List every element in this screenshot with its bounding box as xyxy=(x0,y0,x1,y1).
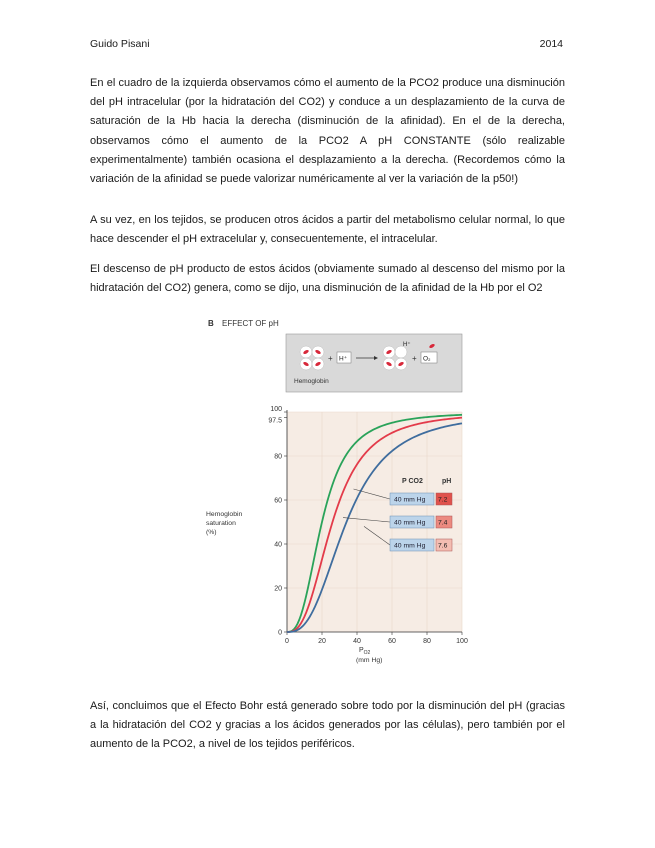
header-year: 2014 xyxy=(539,38,563,50)
x-tick-label: 20 xyxy=(318,638,326,645)
x-tick-label: 0 xyxy=(285,638,289,645)
figure-label: B xyxy=(208,319,214,328)
y-axis-label-line2: saturation xyxy=(206,520,236,527)
x-tick-label: 80 xyxy=(423,638,431,645)
x-axis-label: $P_{O2}$ xyxy=(359,647,371,656)
header-author: Guido Pisani xyxy=(90,38,150,50)
legend-pco2-value: 40 mm Hg xyxy=(394,542,426,550)
y-tick-label: 97.5 xyxy=(268,417,282,425)
o2-label: O₂ xyxy=(423,355,431,363)
legend-ph-value: 7.6 xyxy=(438,542,448,550)
x-tick-label: 60 xyxy=(388,638,396,645)
h-plus-label: H⁺ xyxy=(339,355,348,363)
plus-sign-2: + xyxy=(412,354,417,363)
legend-header-ph: pH xyxy=(442,478,452,485)
paragraph-1: En el cuadro de la izquierda observamos cómo el aumento de la PCO2 produce una disminución del pH intracelular (por la hidratación del CO2) y conduce a un desplazamiento de la curva de saturación de la Hb hacia la derecha (disminución de la afinidad). En el de la derecha, observamos cómo el aumento de la PCO2 A pH CONSTANTE (sólo realizable experimentalmente) también ocasiona el desplazamiento a la derecha. (Recordemos cómo la variación de la afinidad se puede valorizar numéricamente al ver la variación de la p50!) xyxy=(90,77,565,186)
y-tick-label: 20 xyxy=(274,585,282,593)
hemoglobin-label: Hemoglobin xyxy=(294,378,329,385)
bohr-effect-figure xyxy=(206,316,468,670)
x-tick-label: 100 xyxy=(456,638,468,645)
paragraph-2: A su vez, en los tejidos, se producen otros ácidos a partir del metabolismo celular normal, lo que hace descender el pH extracelular y, consecuentemente, el intracelular. xyxy=(90,214,565,246)
y-tick-label: 60 xyxy=(274,497,282,505)
y-axis-label-line1: Hemoglobin xyxy=(206,511,243,518)
y-tick-label: 0 xyxy=(278,629,282,637)
x-axis-unit: (mm Hg) xyxy=(356,657,383,664)
legend-ph-value: 7.2 xyxy=(438,496,448,504)
paragraph-4: Así, concluimos que el Efecto Bohr está generado sobre todo por la disminución del pH (gracias a la hidratación del CO2 y gracias a los ácidos generados por las células), pero también por el aumento de la PCO2, a nivel de los tejidos periféricos. xyxy=(90,700,565,751)
x-tick-label: 40 xyxy=(353,638,361,645)
y-tick-label: 100 xyxy=(270,406,282,413)
legend-ph-value: 7.4 xyxy=(438,519,448,527)
h-plus-bound-label: H⁺ xyxy=(403,342,411,348)
y-tick-label: 40 xyxy=(274,541,282,549)
plus-sign: + xyxy=(328,354,333,363)
figure-title: EFFECT OF pH xyxy=(222,319,279,328)
y-tick-label: 80 xyxy=(274,453,282,461)
y-axis-label-line3: (%) xyxy=(206,529,217,536)
legend-pco2-value: 40 mm Hg xyxy=(394,496,426,504)
paragraph-3: El descenso de pH producto de estos ácidos (obviamente sumado al descenso del mismo por la hidratación del CO2) genera, como se dijo, una disminución de la afinidad de la Hb por el O2 xyxy=(90,263,565,295)
legend-header-pco2: P CO2 xyxy=(402,478,423,485)
legend-pco2-value: 40 mm Hg xyxy=(394,519,426,527)
reaction-diagram xyxy=(286,334,462,392)
